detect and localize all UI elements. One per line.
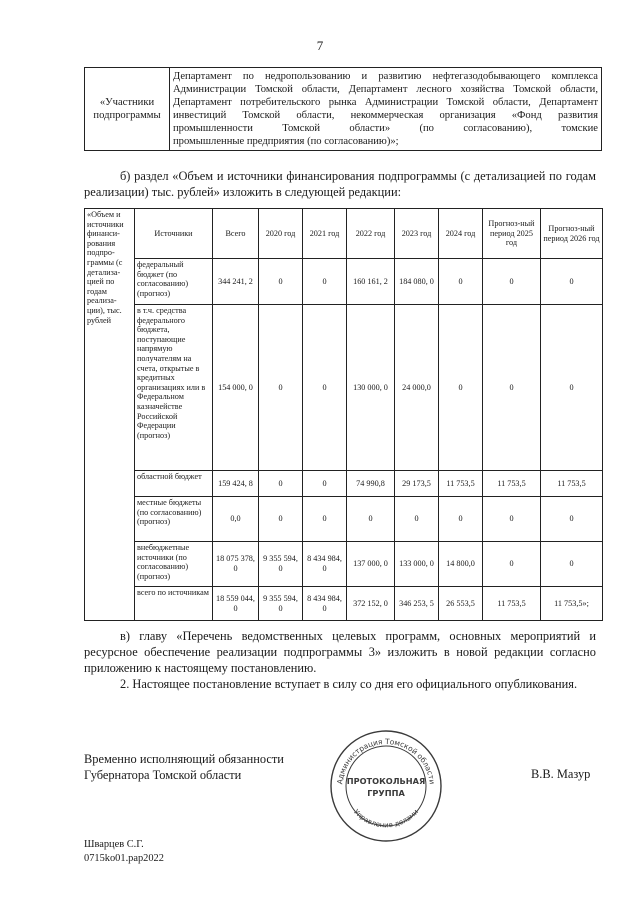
value-cell: 160 161, 2	[347, 259, 395, 305]
value-cell: 29 173,5	[395, 471, 439, 497]
value-cell: 0,0	[213, 497, 259, 542]
value-cell: 184 080, 0	[395, 259, 439, 305]
finance-table	[84, 208, 603, 621]
value-cell: 0	[303, 259, 347, 305]
footer	[84, 838, 164, 866]
signature-position	[84, 751, 284, 783]
participants-line: Администрации Томской области, Департамент лесного хозяйства Томской	[173, 84, 552, 95]
header-cell: 2024 год	[439, 209, 483, 259]
value-cell: 0	[439, 305, 483, 471]
header-cell: Источники	[135, 209, 213, 259]
value-cell: 11 753,5»;	[541, 587, 603, 621]
value-cell: 137 000, 0	[347, 542, 395, 587]
participants-label: «Участники подпрограммы	[85, 68, 170, 151]
value-cell: 133 000, 0	[395, 542, 439, 587]
value-cell: 130 000, 0	[347, 305, 395, 471]
value-cell: 0	[303, 471, 347, 497]
value-cell: 344 241, 2	[213, 259, 259, 305]
table-row	[85, 305, 603, 471]
participants-line: промышленные предприятия (по согласованию)»;	[173, 136, 399, 147]
value-cell: 154 000, 0	[213, 305, 259, 471]
value-cell: 11 753,5	[483, 471, 541, 497]
participants-line: Департамент инвестиций Томской области, некоммерческая организация «Фонд	[173, 97, 598, 121]
table-row	[85, 471, 603, 497]
value-cell: 0	[541, 542, 603, 587]
section-v-paragraph: в) главу «Перечень ведомственных целевых программ, основных мероприятий и ресурсное обеспечение реализации подпрограммы 3» изложить в новой редакции согласно приложению к настоящему постановлению.	[84, 629, 596, 675]
participants-line: области, Департамент потребительского рынка Администрации Томской области,	[173, 84, 598, 108]
value-cell: 0	[395, 497, 439, 542]
value-cell: 0	[541, 497, 603, 542]
footer-author: Шварцев С.Г.	[84, 839, 144, 850]
source-cell: в т.ч. средства федерального бюджета, поступающие напрямую получателям на счета, открытые в кредитных организациях или в Федеральном казначействе Российской Федерации (прогноз)	[135, 305, 213, 471]
value-cell: 0	[259, 305, 303, 471]
seal-center-line: ПРОТОКОЛЬНАЯ	[346, 776, 426, 786]
header-cell: 2021 год	[303, 209, 347, 259]
value-cell: 0	[347, 497, 395, 542]
value-cell: 159 424, 8	[213, 471, 259, 497]
value-cell: 0	[259, 497, 303, 542]
header-cell: Всего	[213, 209, 259, 259]
value-cell: 372 152, 0	[347, 587, 395, 621]
value-cell: 8 434 984, 0	[303, 542, 347, 587]
header-cell: 2020 год	[259, 209, 303, 259]
value-cell: 26 553,5	[439, 587, 483, 621]
seal-ring-text: Администрация Томской области	[335, 736, 437, 785]
value-cell: 18 075 378, 0	[213, 542, 259, 587]
value-cell: 0	[439, 497, 483, 542]
value-cell: 0	[259, 471, 303, 497]
header-cell: Прогноз-ный период 2025 год	[483, 209, 541, 259]
value-cell: 0	[483, 497, 541, 542]
value-cell: 0	[303, 497, 347, 542]
value-cell: 18 559 044, 0	[213, 587, 259, 621]
table-row	[85, 497, 603, 542]
section-b-paragraph: б) раздел «Объем и источники финансирования подпрограммы (с детализацией по годам реализации) тыс. рублей» изложить в следующей редакции:	[84, 169, 596, 199]
point-2-paragraph: 2. Настоящее постановление вступает в силу со дня его официального опубликования.	[120, 677, 578, 691]
source-cell: федеральный бюджет (по согласованию) (прогноз)	[135, 259, 213, 305]
value-cell: 0	[303, 305, 347, 471]
value-cell: 14 800,0	[439, 542, 483, 587]
value-cell: 346 253, 5	[395, 587, 439, 621]
signature-name: В.В. Мазур	[531, 767, 591, 781]
value-cell: 11 753,5	[439, 471, 483, 497]
seal-bottom-text: Управление делами	[351, 807, 421, 830]
source-cell: всего по источникам	[135, 587, 213, 621]
value-cell: 0	[541, 305, 603, 471]
table-row	[85, 259, 603, 305]
value-cell: 0	[439, 259, 483, 305]
value-cell: 24 000,0	[395, 305, 439, 471]
source-cell: областной бюджет	[135, 471, 213, 497]
seal-center-line: ГРУППА	[367, 788, 405, 798]
table-row	[85, 542, 603, 587]
source-cell: местные бюджеты (по согласованию) (прогноз)	[135, 497, 213, 542]
official-seal-icon	[328, 728, 444, 844]
value-cell: 8 434 984, 0	[303, 587, 347, 621]
page-number: 7	[316, 38, 324, 53]
value-cell: 74 990,8	[347, 471, 395, 497]
participants-line: развития промышленности Томской области» (по согласованию), томские	[173, 110, 598, 134]
signature-position-line: Временно исполняющий обязанности	[84, 752, 284, 766]
value-cell: 11 753,5	[483, 587, 541, 621]
source-cell: внебюджетные источники (по согласованию) (прогноз)	[135, 542, 213, 587]
value-cell: 11 753,5	[541, 471, 603, 497]
participants-text	[170, 68, 602, 151]
signature-position-line: Губернатора Томской области	[84, 768, 242, 782]
header-cell: Прогноз-ный период 2026 год	[541, 209, 603, 259]
value-cell: 9 355 594, 0	[259, 587, 303, 621]
value-cell: 9 355 594, 0	[259, 542, 303, 587]
value-cell: 0	[483, 305, 541, 471]
participants-table	[84, 67, 602, 151]
value-cell: 0	[259, 259, 303, 305]
finance-label: «Объем и источники финанси-рования подпро-граммы (с детализа-цией по годам реализа-ции), тыс. рублей	[85, 209, 135, 621]
value-cell: 0	[541, 259, 603, 305]
header-cell: 2023 год	[395, 209, 439, 259]
table-row	[85, 587, 603, 621]
footer-doc-code: 0715ko01.pap2022	[84, 853, 164, 864]
header-cell: 2022 год	[347, 209, 395, 259]
value-cell: 0	[483, 542, 541, 587]
value-cell: 0	[483, 259, 541, 305]
participants-line: Департамент по недропользованию и развитию нефтегазодобывающего комплекса	[173, 71, 598, 82]
